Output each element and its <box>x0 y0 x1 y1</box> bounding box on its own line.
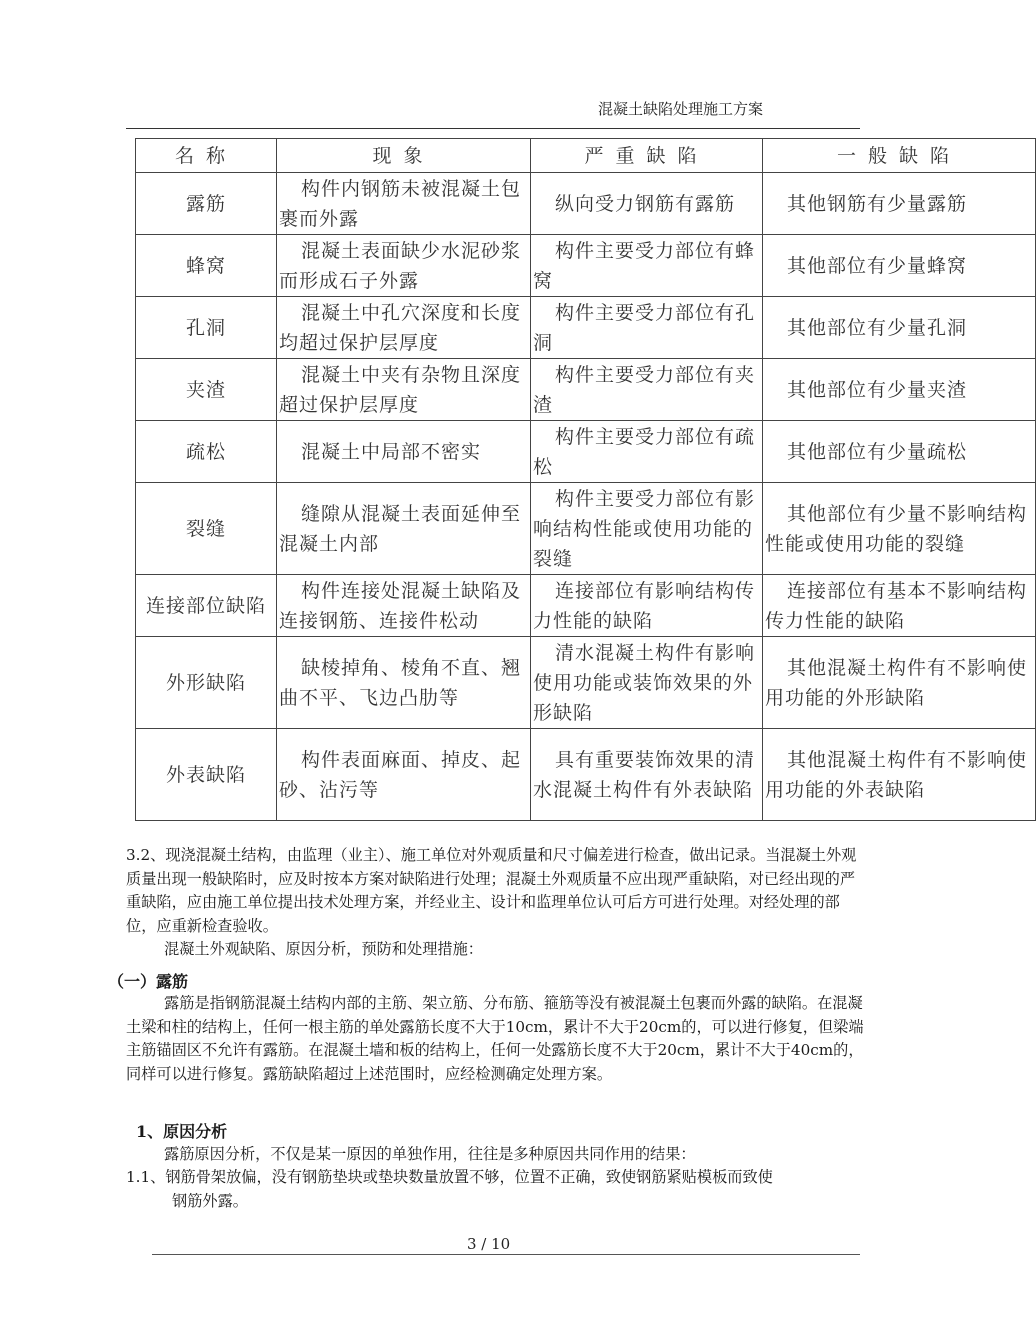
document-header-title: 混凝土缺陷处理施工方案 <box>598 100 764 118</box>
defect-general: 其他混凝土构件有不影响使用功能的外表缺陷 <box>763 729 1036 821</box>
defect-severe: 具有重要装饰效果的清水混凝土构件有外表缺陷 <box>531 729 763 821</box>
defect-general: 其他部位有少量疏松 <box>763 421 1036 483</box>
defect-phenomenon: 混凝土表面缺少水泥砂浆而形成石子外露 <box>277 235 531 297</box>
defect-general: 其他钢筋有少量露筋 <box>763 173 1036 235</box>
defect-severe: 构件主要受力部位有疏松 <box>531 421 763 483</box>
defect-phenomenon: 混凝土中孔穴深度和长度均超过保护层厚度 <box>277 297 531 359</box>
defect-phenomenon: 缺棱掉角、棱角不直、翘曲不平、飞边凸肋等 <box>277 637 531 729</box>
table-row <box>136 359 1036 421</box>
table-row <box>136 235 1036 297</box>
defect-phenomenon: 混凝土中夹有杂物且深度超过保护层厚度 <box>277 359 531 421</box>
defect-phenomenon: 构件连接处混凝土缺陷及连接钢筋、连接件松动 <box>277 575 531 637</box>
section-3-2-intro: 混凝土外观缺陷、原因分析，预防和处理措施： <box>164 940 483 958</box>
defect-severe: 构件主要受力部位有孔洞 <box>531 297 763 359</box>
footer-divider <box>152 1254 860 1255</box>
defect-name: 蜂窝 <box>136 235 277 297</box>
defect-phenomenon: 构件内钢筋未被混凝土包裹而外露 <box>277 173 531 235</box>
defect-name: 孔洞 <box>136 297 277 359</box>
defect-general: 其他部位有少量孔洞 <box>763 297 1036 359</box>
defect-name: 外表缺陷 <box>136 729 277 821</box>
defect-phenomenon: 混凝土中局部不密实 <box>277 421 531 483</box>
header-phenomenon: 现象 <box>277 139 531 173</box>
defect-general: 其他部位有少量夹渣 <box>763 359 1036 421</box>
defect-severe: 构件主要受力部位有蜂窝 <box>531 235 763 297</box>
header-general: 一般缺陷 <box>763 139 1036 173</box>
page-number: 3 / 10 <box>467 1235 511 1253</box>
table-row <box>136 297 1036 359</box>
table-row <box>136 421 1036 483</box>
defects-table <box>135 138 1036 821</box>
header-severe: 严重缺陷 <box>531 139 763 173</box>
defect-name: 外形缺陷 <box>136 637 277 729</box>
defect-severe: 连接部位有影响结构传力性能的缺陷 <box>531 575 763 637</box>
cause-item-text: 钢筋骨架放偏，没有钢筋垫块或垫块数量放置不够，位置不正确，致使钢筋紧贴模板而致使 <box>165 1168 773 1186</box>
defect-phenomenon: 缝隙从混凝土表面延伸至混凝土内部 <box>277 483 531 575</box>
defect-name: 疏松 <box>136 421 277 483</box>
defect-general: 其他混凝土构件有不影响使用功能的外形缺陷 <box>763 637 1036 729</box>
heading-cause-analysis: 1、原因分析 <box>136 1122 228 1141</box>
defect-severe: 构件主要受力部位有影响结构性能或使用功能的裂缝 <box>531 483 763 575</box>
defect-name: 露筋 <box>136 173 277 235</box>
table-row <box>136 173 1036 235</box>
heading-exposed-rebar: （一）露筋 <box>108 972 189 991</box>
table-row <box>136 483 1036 575</box>
defect-name: 夹渣 <box>136 359 277 421</box>
section-3-2-paragraph: 3.2、现浇混凝土结构，由监理（业主）、施工单位对外观质量和尺寸偏差进行检查，做出记录。当混凝土外观质量出现一般缺陷时，应及时按本方案对缺陷进行处理；混凝土外观质量不应出现严重缺陷，对已经出现的严重缺陷，应由施工单位提出技术处理方案，并经业主、设计和监理单位认可后方可进行处理。对经处理的部位，应重新检查验收。 <box>126 846 857 935</box>
section-3-2 <box>126 844 866 962</box>
table-row <box>136 637 1036 729</box>
header-divider <box>126 128 860 129</box>
defect-name: 连接部位缺陷 <box>136 575 277 637</box>
table-header-row <box>136 139 1036 173</box>
defect-severe: 构件主要受力部位有夹渣 <box>531 359 763 421</box>
table-row <box>136 575 1036 637</box>
exposed-rebar-paragraph: 露筋是指钢筋混凝土结构内部的主筋、架立筋、分布筋、箍筋等没有被混凝土包裹而外露的缺陷。在混凝土梁和柱的结构上，任何一根主筋的单处露筋长度不大于10cm，累计不大于20cm的，可以进行修复，但梁端主筋锚固区不允许有露筋。在混凝土墙和板的结构上，任何一处露筋长度不大于20cm，累计不大于40cm的，同样可以进行修复。露筋缺陷超过上述范围时，应经检测确定处理方案。 <box>126 994 864 1083</box>
defect-severe: 清水混凝土构件有影响使用功能或装饰效果的外形缺陷 <box>531 637 763 729</box>
defect-general: 其他部位有少量蜂窝 <box>763 235 1036 297</box>
defect-general: 连接部位有基本不影响结构传力性能的缺陷 <box>763 575 1036 637</box>
defects-table-container <box>135 138 1028 826</box>
cause-item-text-continued: 钢筋外露。 <box>172 1191 248 1210</box>
header-name: 名称 <box>136 139 277 173</box>
defect-phenomenon: 构件表面麻面、掉皮、起砂、沾污等 <box>277 729 531 821</box>
table-row <box>136 729 1036 821</box>
cause-analysis-paragraph: 露筋原因分析，不仅是某一原因的单独作用，往往是多种原因共同作用的结果： <box>164 1145 696 1163</box>
cause-item-1-1 <box>126 1166 866 1213</box>
defect-name: 裂缝 <box>136 483 277 575</box>
cause-item-number: 1.1、 <box>126 1168 166 1186</box>
defect-general: 其他部位有少量不影响结构性能或使用功能的裂缝 <box>763 483 1036 575</box>
defect-severe: 纵向受力钢筋有露筋 <box>531 173 763 235</box>
